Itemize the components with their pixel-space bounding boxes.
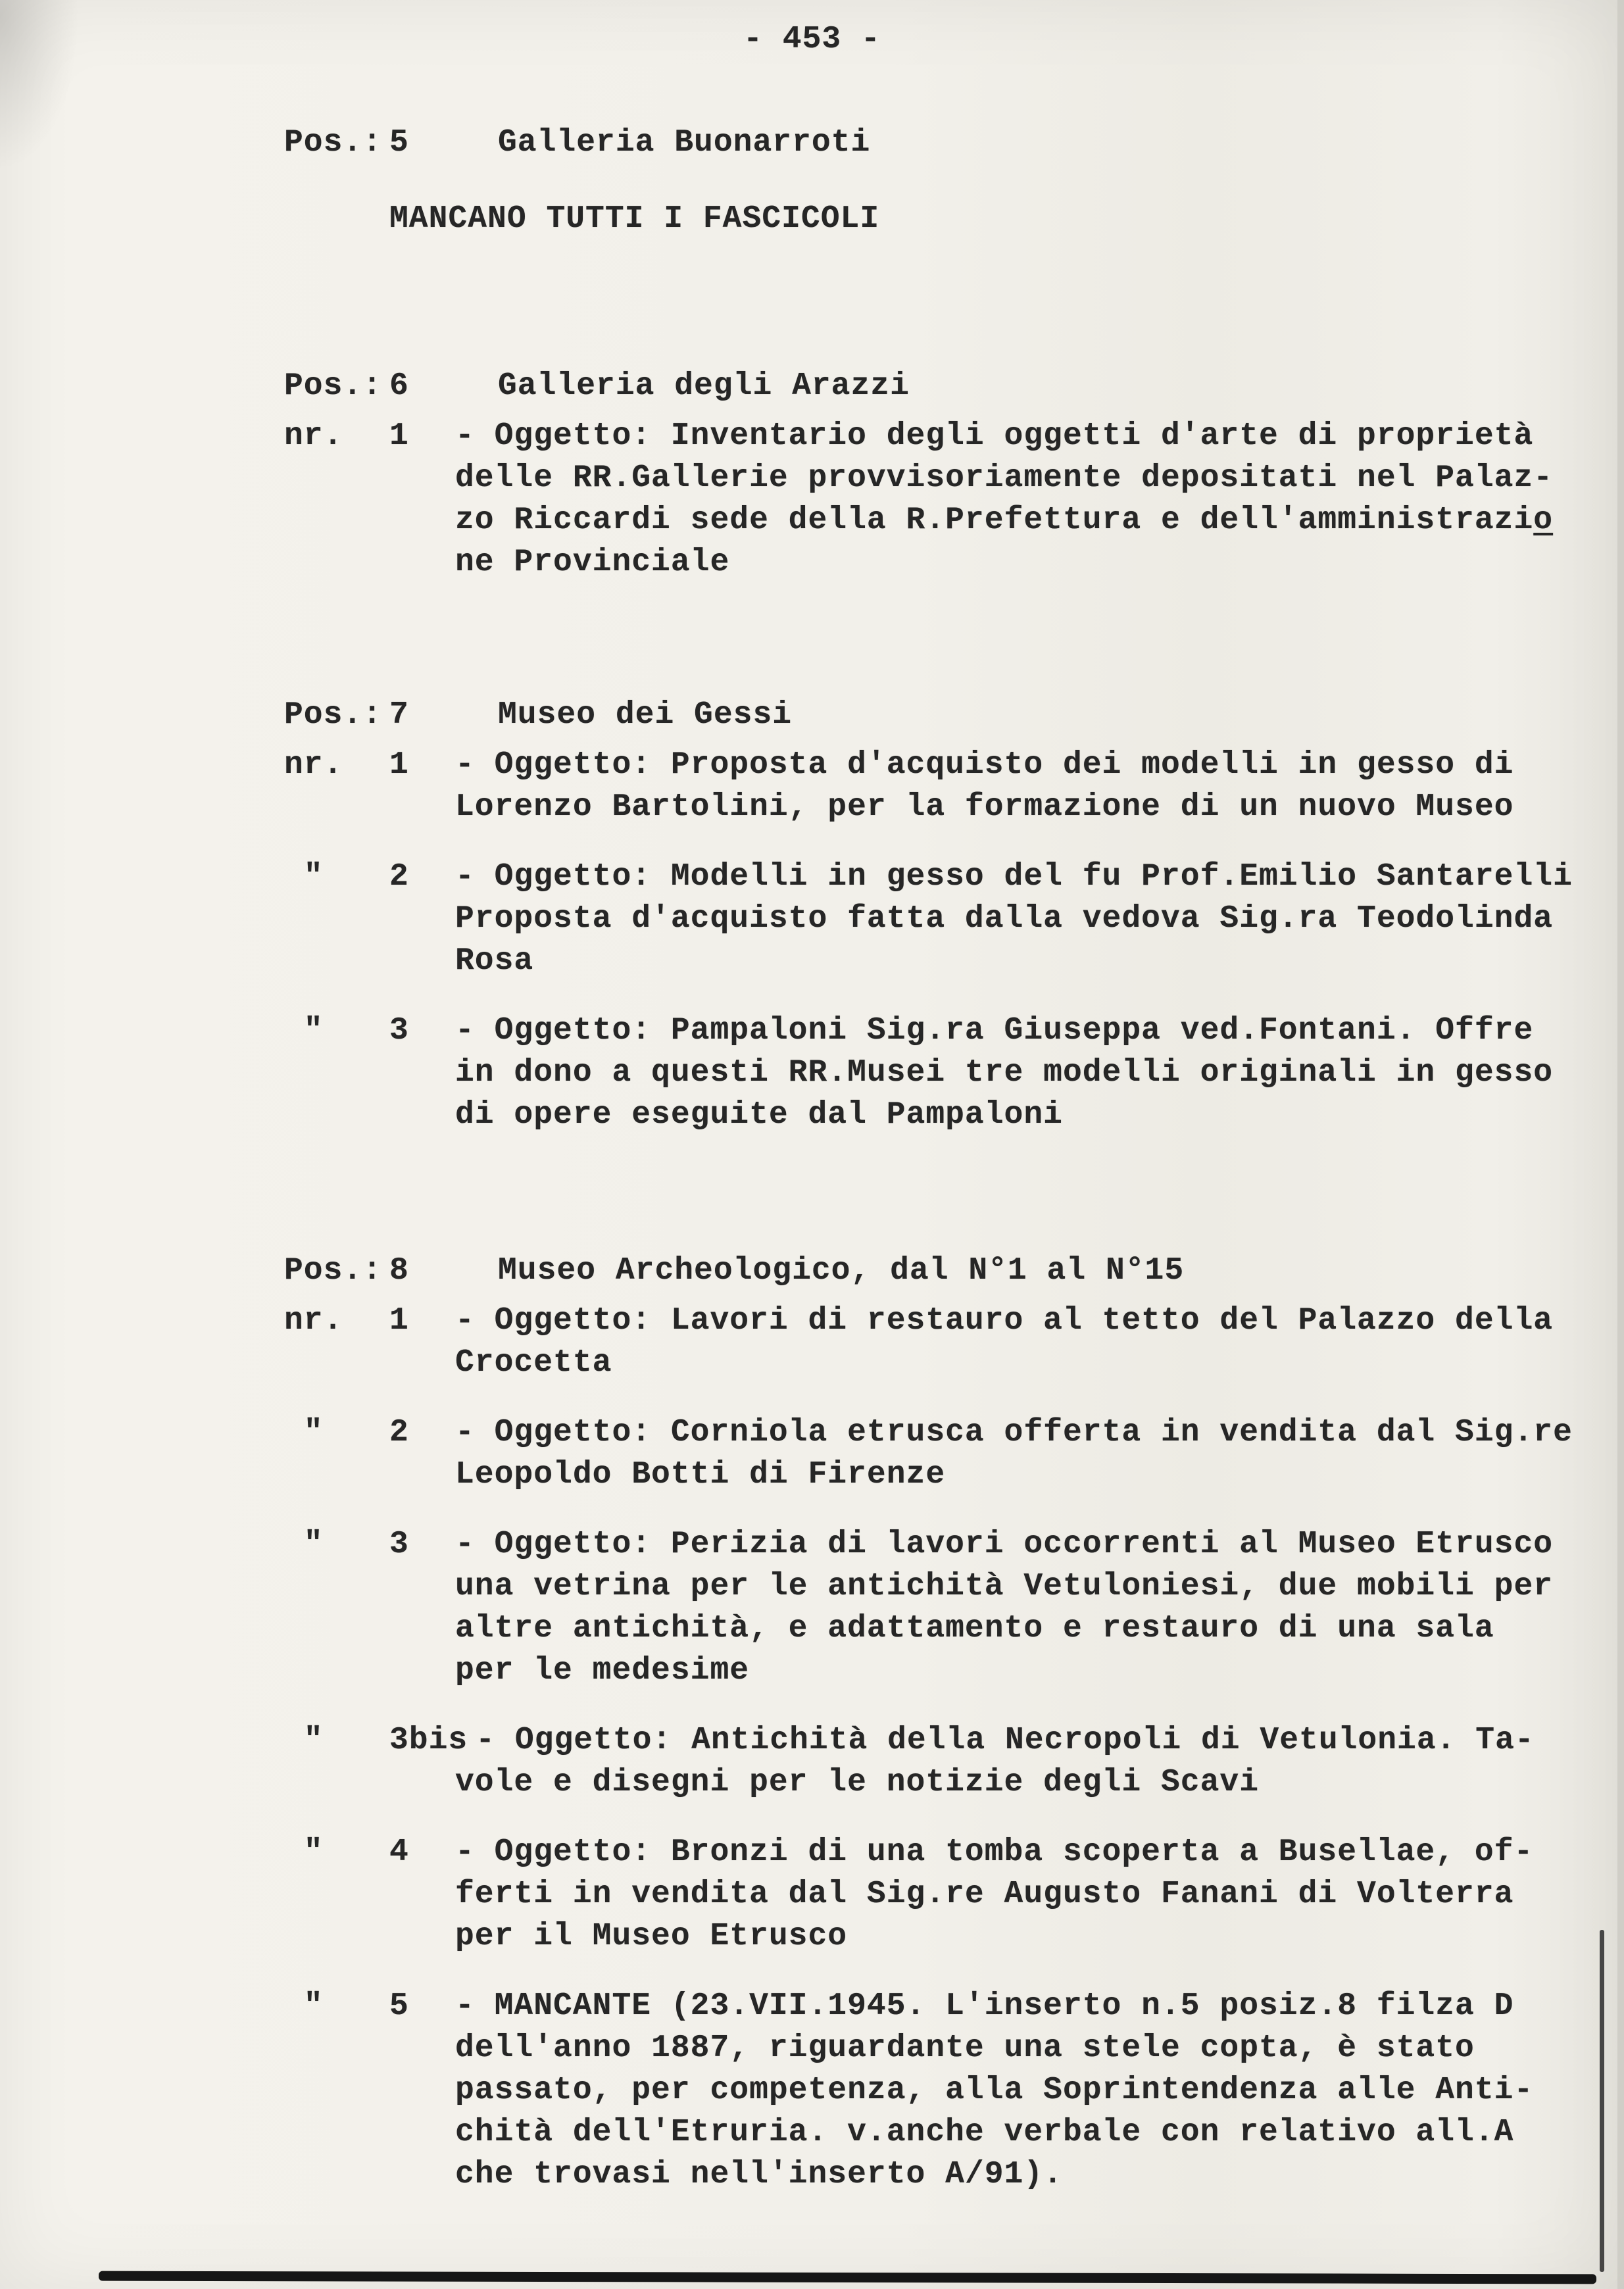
section-title: Museo Archeologico, dal N°1 al N°15 xyxy=(498,1253,1185,1289)
scan-bottom-edge-line xyxy=(99,2271,1596,2284)
entry-label: " xyxy=(284,1013,324,1048)
section-title: Galleria degli Arazzi xyxy=(498,368,910,404)
entry-line: per il Museo Etrusco xyxy=(455,1919,848,1954)
entry-label: " xyxy=(284,1834,324,1870)
entry-line: una vetrina per le antichità Vetuloniesi, due mobili per xyxy=(455,1569,1554,1604)
entry-label: " xyxy=(284,1723,324,1758)
scan-page-edge xyxy=(1617,0,1624,2289)
entry xyxy=(284,1719,1573,1804)
entry-line: ferti in vendita dal Sig.re Augusto Fanani di Volterra xyxy=(455,1877,1514,1912)
entry xyxy=(284,1523,1573,1692)
entry-number: 3 xyxy=(389,1013,409,1048)
section-pos-5 xyxy=(284,122,1573,240)
pos-number: 6 xyxy=(389,368,409,404)
entry xyxy=(284,1300,1573,1384)
entry-line: passato, per competenza, alla Soprintendenza alle Anti- xyxy=(455,2073,1534,2108)
entry-label: " xyxy=(284,1988,324,2024)
entry-label: nr. xyxy=(284,418,343,454)
entry-head xyxy=(284,1985,1573,2027)
scan-right-edge-line xyxy=(1600,1930,1604,2272)
entry-line: - Oggetto: Bronzi di una tomba scoperta a Busellae, of- xyxy=(455,1834,1534,1870)
entry xyxy=(284,415,1573,583)
section-title: Museo dei Gessi xyxy=(498,697,793,733)
entry-number: 2 xyxy=(389,859,409,895)
entry-head xyxy=(284,1412,1573,1454)
entry-head xyxy=(284,744,1573,786)
entry-label: " xyxy=(284,1415,324,1450)
section-pos-8 xyxy=(284,1250,1573,2196)
section-header xyxy=(284,122,1573,164)
entry-line: Lorenzo Bartolini, per la formazione di un nuovo Museo xyxy=(455,789,1514,825)
missing-fascicles-note: MANCANO TUTTI I FASCICOLI xyxy=(389,201,880,237)
pos-label: Pos.: xyxy=(284,697,383,733)
entry-number: 1 xyxy=(389,1303,409,1339)
entry-line: - Oggetto: Corniola etrusca offerta in vendita dal Sig.re xyxy=(455,1415,1573,1450)
entry-line: ne Provinciale xyxy=(455,545,730,580)
entry-line: vole e disegni per le notizie degli Scavi xyxy=(455,1765,1259,1800)
pos-number: 7 xyxy=(389,697,409,733)
entry-line-text: zo Riccardi sede della R.Prefettura e dell'amministrazi xyxy=(455,503,1534,538)
section-header xyxy=(284,1250,1573,1292)
entry-head xyxy=(284,856,1573,898)
entry-number: 2 xyxy=(389,1415,409,1450)
entry xyxy=(284,744,1573,828)
pos-label: Pos.: xyxy=(284,368,383,404)
entry-line: - Oggetto: Pampaloni Sig.ra Giuseppa ved.Fontani. Offre xyxy=(455,1013,1534,1048)
entry-line: in dono a questi RR.Musei tre modelli originali in gesso xyxy=(455,1055,1554,1091)
entry-line: di opere eseguite dal Pampaloni xyxy=(455,1097,1063,1133)
entry-label: nr. xyxy=(284,747,343,783)
pos-label: Pos.: xyxy=(284,125,383,160)
entry-line: Proposta d'acquisto fatta dalla vedova Sig.ra Teodolinda xyxy=(455,901,1554,937)
entry-number: 5 xyxy=(389,1988,409,2024)
entry xyxy=(284,856,1573,982)
entry-line: delle RR.Gallerie provvisoriamente depositati nel Palaz- xyxy=(455,460,1554,496)
entry-label: " xyxy=(284,859,324,895)
entry-line: - Oggetto: Antichità della Necropoli di Vetulonia. Ta- xyxy=(476,1723,1535,1758)
entry xyxy=(284,1412,1573,1496)
pos-number: 8 xyxy=(389,1253,409,1289)
entry-line: Rosa xyxy=(455,943,534,979)
entry-line: altre antichità, e adattamento e restauro di una sala xyxy=(455,1611,1494,1646)
page-number: - 453 - xyxy=(743,22,881,57)
pos-number: 5 xyxy=(389,125,409,160)
entry-line: - Oggetto: Perizia di lavori occorrenti al Museo Etrusco xyxy=(455,1527,1554,1562)
entry-head xyxy=(284,1523,1573,1565)
entry-line: - Oggetto: Lavori di restauro al tetto del Palazzo della xyxy=(455,1303,1554,1339)
entry-head xyxy=(284,1719,1573,1761)
entry-label: nr. xyxy=(284,1303,343,1339)
entry-line: Leopoldo Botti di Firenze xyxy=(455,1457,946,1492)
entry-line: per le medesime xyxy=(455,1653,750,1688)
entry-head xyxy=(284,1300,1573,1342)
scan-corner-smudge xyxy=(0,0,79,171)
section-header xyxy=(284,694,1573,736)
section-pos-6 xyxy=(284,365,1573,583)
entry-number: 3 xyxy=(389,1527,409,1562)
underlined-suffix: o xyxy=(1533,503,1554,538)
pos-label: Pos.: xyxy=(284,1253,383,1289)
entry-line: Crocetta xyxy=(455,1345,612,1381)
entry-line: - Oggetto: Modelli in gesso del fu Prof.Emilio Santarelli xyxy=(455,859,1573,895)
entry-number: 1 xyxy=(389,747,409,783)
entry xyxy=(284,1831,1573,1957)
entry-number: 1 xyxy=(389,418,409,454)
entry-line: - Oggetto: Proposta d'acquisto dei modelli in gesso di xyxy=(455,747,1514,783)
entry-line: dell'anno 1887, riguardante una stele copta, è stato xyxy=(455,2031,1475,2066)
entry-line: - Oggetto: Inventario degli oggetti d'arte di proprietà xyxy=(455,418,1534,454)
section-title: Galleria Buonarroti xyxy=(498,125,871,160)
entry-head xyxy=(284,415,1573,457)
entry-head xyxy=(284,1010,1573,1052)
document-content xyxy=(284,122,1573,2196)
entry xyxy=(284,1985,1573,2196)
section-pos-7 xyxy=(284,694,1573,1136)
entry-line: - MANCANTE (23.VII.1945. L'inserto n.5 posiz.8 filza D xyxy=(455,1988,1514,2024)
entry-line: chità dell'Etruria. v.anche verbale con relativo all.A xyxy=(455,2115,1514,2150)
entry-head xyxy=(284,1831,1573,1873)
entry xyxy=(284,1010,1573,1136)
entry-line: che trovasi nell'inserto A/91). xyxy=(455,2157,1063,2192)
section-header xyxy=(284,365,1573,407)
entry-label: " xyxy=(284,1527,324,1562)
entry-line xyxy=(284,499,1573,541)
entry-number: 4 xyxy=(389,1834,409,1870)
entry-number: 3bis xyxy=(389,1723,468,1758)
